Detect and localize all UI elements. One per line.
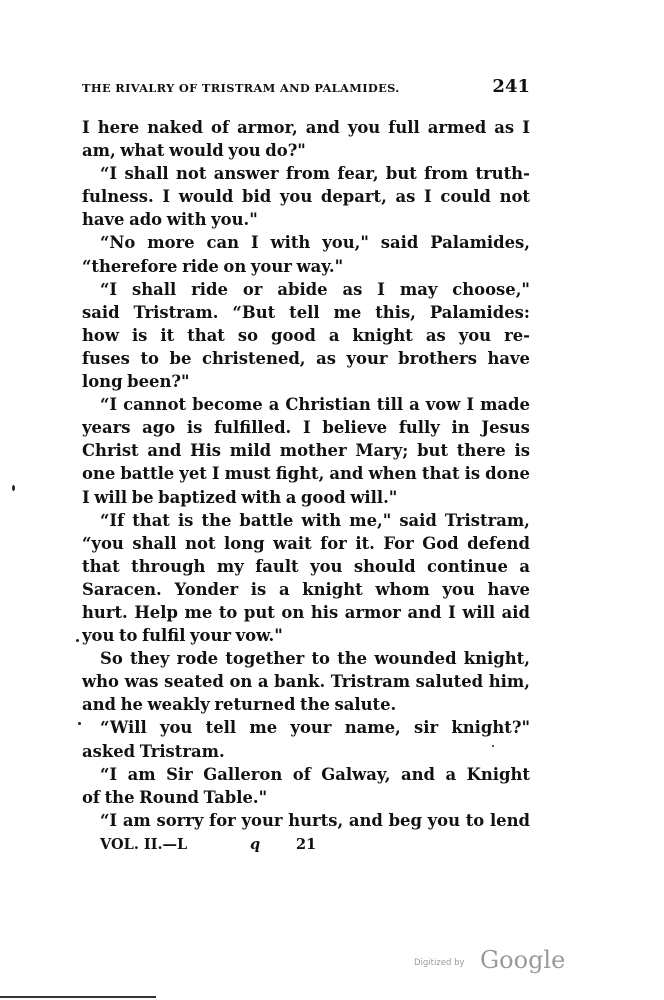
word: knight	[302, 579, 363, 599]
word: Knight	[466, 764, 530, 784]
word: me	[249, 718, 278, 738]
word: “Will	[100, 718, 147, 738]
word: bid	[242, 187, 272, 207]
word: that	[421, 464, 460, 484]
word: you	[279, 187, 313, 207]
word: I	[82, 487, 90, 507]
word: mild	[229, 441, 272, 461]
word: must	[224, 464, 271, 484]
word: you	[427, 810, 461, 830]
word: fully	[398, 418, 440, 438]
word: they	[129, 649, 170, 669]
word: I	[82, 118, 90, 137]
word: His	[190, 441, 222, 461]
word: “No	[100, 233, 136, 253]
word: weakly	[147, 695, 210, 715]
text-line	[82, 786, 530, 809]
word: hurt.	[82, 602, 128, 622]
word: one	[82, 464, 116, 484]
word: battle	[239, 510, 294, 530]
word: “If	[100, 510, 125, 530]
word: salute.	[334, 695, 397, 715]
word: am	[127, 764, 156, 784]
word: vow	[425, 395, 461, 415]
word: Tristram.	[139, 741, 225, 761]
word: as	[342, 279, 363, 299]
word: “you	[82, 533, 124, 553]
text-line	[82, 809, 530, 832]
word: and	[407, 602, 442, 622]
word: his	[310, 602, 339, 622]
word: a	[445, 764, 457, 784]
text-line	[82, 509, 530, 532]
word: he	[120, 695, 143, 715]
body-text	[82, 116, 530, 832]
word: good	[271, 325, 316, 345]
word: I	[211, 464, 220, 484]
text-line	[82, 347, 530, 370]
text-line	[82, 231, 530, 254]
word: seated	[164, 672, 224, 692]
word: believe	[322, 418, 388, 438]
word: have	[487, 579, 530, 599]
word: till	[376, 395, 404, 415]
word: to	[140, 348, 159, 368]
word: the	[300, 695, 330, 715]
margin-speck-left	[12, 485, 15, 491]
word: in	[451, 418, 470, 438]
word: Sir	[166, 764, 193, 784]
word: your	[241, 810, 283, 830]
word: said	[82, 302, 120, 322]
word: you	[458, 325, 492, 345]
word: done	[485, 464, 530, 484]
word: armor,	[237, 118, 298, 137]
word: your	[250, 256, 292, 276]
word: a	[268, 395, 280, 415]
word: been?"	[127, 372, 190, 392]
word: brothers	[398, 348, 477, 368]
word: Yonder	[174, 579, 239, 599]
margin-speck-lower	[76, 639, 79, 642]
word: aid	[501, 602, 530, 622]
word: but	[385, 164, 417, 184]
word: fault	[255, 556, 299, 576]
word: more	[147, 233, 195, 253]
word: to	[311, 649, 330, 669]
word: returned	[214, 695, 296, 715]
word: can	[206, 233, 240, 253]
word: truth-	[475, 164, 530, 184]
word: fear,	[337, 164, 379, 184]
word: there	[456, 441, 506, 461]
word: with	[270, 233, 311, 253]
text-line	[82, 116, 530, 139]
word: “therefore	[82, 256, 178, 276]
word: put	[243, 602, 275, 622]
word: “I	[100, 810, 118, 830]
word: may	[399, 279, 438, 299]
word: good	[300, 487, 346, 507]
word: So	[100, 649, 123, 669]
signature-mark: q	[250, 836, 261, 853]
text-line	[82, 532, 530, 555]
text-line	[82, 255, 530, 278]
word: lend	[489, 810, 530, 830]
word: fulfilled.	[214, 418, 292, 438]
word: naked	[147, 118, 203, 137]
word: become	[192, 395, 263, 415]
word: ride	[182, 256, 219, 276]
word: with	[166, 210, 207, 230]
word: Palamides:	[429, 302, 530, 322]
word: as	[425, 325, 446, 345]
page-edge-rule	[0, 996, 156, 998]
word: said	[399, 510, 437, 530]
word: through	[131, 556, 206, 576]
word: from	[424, 164, 469, 184]
word: I	[162, 187, 171, 207]
text-line	[82, 393, 530, 416]
text-line	[82, 208, 530, 231]
word: you	[159, 718, 193, 738]
word: the	[337, 649, 368, 669]
word: your	[190, 626, 232, 646]
word: I	[250, 233, 259, 253]
word: shall	[124, 164, 169, 184]
word: cannot	[123, 395, 187, 415]
text-line	[82, 578, 530, 601]
text-line	[82, 370, 530, 393]
word: Jesus	[481, 418, 530, 438]
word: is	[131, 325, 148, 345]
word: is	[177, 510, 194, 530]
word: full	[388, 118, 420, 137]
text-line	[82, 162, 530, 185]
running-title: THE RIVALRY OF TRISTRAM AND PALAMIDES.	[82, 81, 400, 95]
word: with	[301, 510, 342, 530]
word: you	[228, 141, 261, 161]
word: who	[82, 672, 119, 692]
word: wounded	[374, 649, 457, 669]
word: on	[229, 672, 253, 692]
word: “But	[232, 302, 276, 322]
word: and	[329, 464, 364, 484]
word: as	[494, 118, 515, 137]
signature-number: 21	[296, 836, 317, 853]
word: is	[514, 441, 530, 461]
margin-speck-dot	[78, 722, 81, 725]
word: be	[131, 487, 154, 507]
digitizer-watermark	[414, 946, 574, 976]
word: and	[82, 695, 116, 715]
word: you	[310, 556, 343, 576]
word: depart,	[320, 187, 387, 207]
word: will."	[350, 487, 398, 507]
word: or	[242, 279, 263, 299]
word: will	[94, 487, 128, 507]
word: sir	[414, 718, 439, 738]
word: a	[278, 579, 290, 599]
word: Mary;	[355, 441, 409, 461]
word: your	[290, 718, 332, 738]
word: am,	[82, 141, 116, 161]
word: of	[82, 787, 100, 807]
word: do?"	[265, 141, 306, 161]
word: could	[440, 187, 491, 207]
word: asked	[82, 741, 136, 761]
word: sorry	[156, 810, 204, 830]
word: am	[122, 810, 151, 830]
word: to	[465, 810, 485, 830]
word: Palamides,	[430, 233, 530, 253]
word: vow."	[235, 626, 283, 646]
text-line	[82, 439, 530, 462]
margin-speck-right	[492, 745, 494, 747]
word: God	[422, 533, 459, 553]
word: whom	[375, 579, 430, 599]
word: Tristram.	[133, 302, 219, 322]
word: choose,"	[452, 279, 530, 299]
word: hurts,	[288, 810, 344, 830]
word: knight?"	[451, 718, 530, 738]
word: to	[218, 602, 238, 622]
word: me,"	[349, 510, 392, 530]
word: fight,	[275, 464, 325, 484]
text-line	[82, 763, 530, 786]
word: name,	[344, 718, 401, 738]
word: said	[380, 233, 419, 253]
word: I	[522, 118, 530, 137]
word: that	[132, 510, 170, 530]
word: fulfil	[142, 626, 186, 646]
text-line	[82, 278, 530, 301]
word: that	[82, 556, 120, 576]
word: long	[82, 372, 123, 392]
word: made	[480, 395, 530, 415]
word: me	[184, 602, 213, 622]
word: when	[368, 464, 417, 484]
word: “I	[100, 395, 118, 415]
word: on	[281, 602, 305, 622]
word: him,	[488, 672, 530, 692]
word: Tristram,	[444, 510, 530, 530]
word: the	[104, 787, 135, 807]
word: armed	[427, 118, 487, 137]
word: a	[328, 325, 340, 345]
word: with	[241, 487, 282, 507]
word: Help	[134, 602, 178, 622]
running-header	[82, 76, 530, 100]
word: knight	[352, 325, 413, 345]
word: Galway,	[321, 764, 391, 784]
word: of	[292, 764, 311, 784]
word: should	[353, 556, 416, 576]
word: was	[124, 672, 159, 692]
word: Christ	[82, 441, 139, 461]
word: shall	[132, 279, 177, 299]
word: fulness.	[82, 187, 154, 207]
text-line	[82, 486, 530, 509]
word: you."	[211, 210, 258, 230]
word: Tristram	[330, 672, 411, 692]
word: ago	[142, 418, 176, 438]
word: it	[160, 325, 175, 345]
word: this,	[375, 302, 416, 322]
text-line	[82, 185, 530, 208]
word: bank.	[274, 672, 326, 692]
word: how	[82, 325, 119, 345]
word: not	[499, 187, 530, 207]
word: from	[286, 164, 330, 184]
text-line	[82, 624, 530, 647]
word: and	[305, 118, 340, 137]
word: would	[169, 141, 224, 161]
word: continue	[427, 556, 508, 576]
word: I	[377, 279, 385, 299]
word: have	[82, 210, 125, 230]
word: Christian	[285, 395, 371, 415]
word: Saracen.	[82, 579, 162, 599]
word: here	[97, 118, 140, 137]
word: baptized	[158, 487, 237, 507]
word: ride	[191, 279, 228, 299]
text-line	[82, 740, 530, 763]
google-logo: Google	[480, 946, 566, 974]
word: christened,	[202, 348, 306, 368]
word: mother	[279, 441, 347, 461]
text-line	[82, 139, 530, 162]
word: but	[417, 441, 449, 461]
word: Round	[139, 787, 199, 807]
word: years	[82, 418, 131, 438]
word: For	[383, 533, 414, 553]
word: of	[211, 118, 230, 137]
text-line	[82, 601, 530, 624]
word: it.	[355, 533, 375, 553]
word: rode	[176, 649, 219, 669]
word: answer	[213, 164, 279, 184]
word: is	[250, 579, 267, 599]
text-line	[82, 301, 530, 324]
word: me	[333, 302, 362, 322]
word: you	[82, 626, 115, 646]
word: a	[257, 672, 269, 692]
word: way."	[296, 256, 344, 276]
word: is	[464, 464, 481, 484]
word: for	[209, 810, 236, 830]
text-line	[82, 647, 530, 670]
word: will	[462, 602, 496, 622]
text-line	[82, 555, 530, 578]
word: battle	[120, 464, 175, 484]
word: tell	[289, 302, 320, 322]
word: a	[409, 395, 420, 415]
text-line	[82, 416, 530, 439]
word: you	[442, 579, 475, 599]
word: saluted	[415, 672, 484, 692]
signature-line	[100, 836, 340, 858]
word: a	[285, 487, 297, 507]
word: wait	[273, 533, 312, 553]
word: beg	[388, 810, 422, 830]
word: as	[316, 348, 336, 368]
word: have	[487, 348, 530, 368]
word: “I	[100, 764, 118, 784]
word: for	[320, 533, 347, 553]
word: Galleron	[203, 764, 283, 784]
word: my	[216, 556, 244, 576]
word: would	[178, 187, 234, 207]
page-number: 241	[492, 76, 530, 97]
word: so	[237, 325, 259, 345]
word: I	[448, 602, 456, 622]
word: as	[395, 187, 416, 207]
word: I	[466, 395, 475, 415]
word: the	[201, 510, 232, 530]
word: shall	[132, 533, 177, 553]
word: and	[348, 810, 383, 830]
word: ado	[129, 210, 163, 230]
word: “I	[100, 279, 118, 299]
word: to	[118, 626, 138, 646]
word: your	[346, 348, 388, 368]
word: re-	[504, 325, 530, 345]
word: Table."	[203, 787, 268, 807]
word: abide	[277, 279, 328, 299]
word: tell	[205, 718, 237, 738]
word: is	[186, 418, 203, 438]
word: not	[185, 533, 216, 553]
word: defend	[467, 533, 530, 553]
word: a	[519, 556, 530, 576]
text-line	[82, 670, 530, 693]
signature-volume: VOL. II.—L	[100, 836, 188, 853]
word: on	[223, 256, 247, 276]
word: and	[401, 764, 435, 784]
word: “I	[100, 164, 118, 184]
word: you	[347, 118, 381, 137]
text-line	[82, 324, 530, 347]
word: yet	[179, 464, 207, 484]
word: armor	[344, 602, 401, 622]
word: what	[120, 141, 165, 161]
word: knight,	[463, 649, 530, 669]
word: that	[187, 325, 225, 345]
word: I	[424, 187, 432, 207]
word: and	[147, 441, 182, 461]
text-line	[82, 716, 530, 739]
word: fuses	[82, 348, 130, 368]
word: be	[169, 348, 192, 368]
text-line	[82, 693, 530, 716]
word: not	[175, 164, 207, 184]
word: I	[302, 418, 311, 438]
word: together	[225, 649, 305, 669]
text-line	[82, 462, 530, 485]
watermark-digitized-by: Digitized by	[414, 958, 465, 968]
word: you,"	[322, 233, 369, 253]
word: long	[224, 533, 265, 553]
